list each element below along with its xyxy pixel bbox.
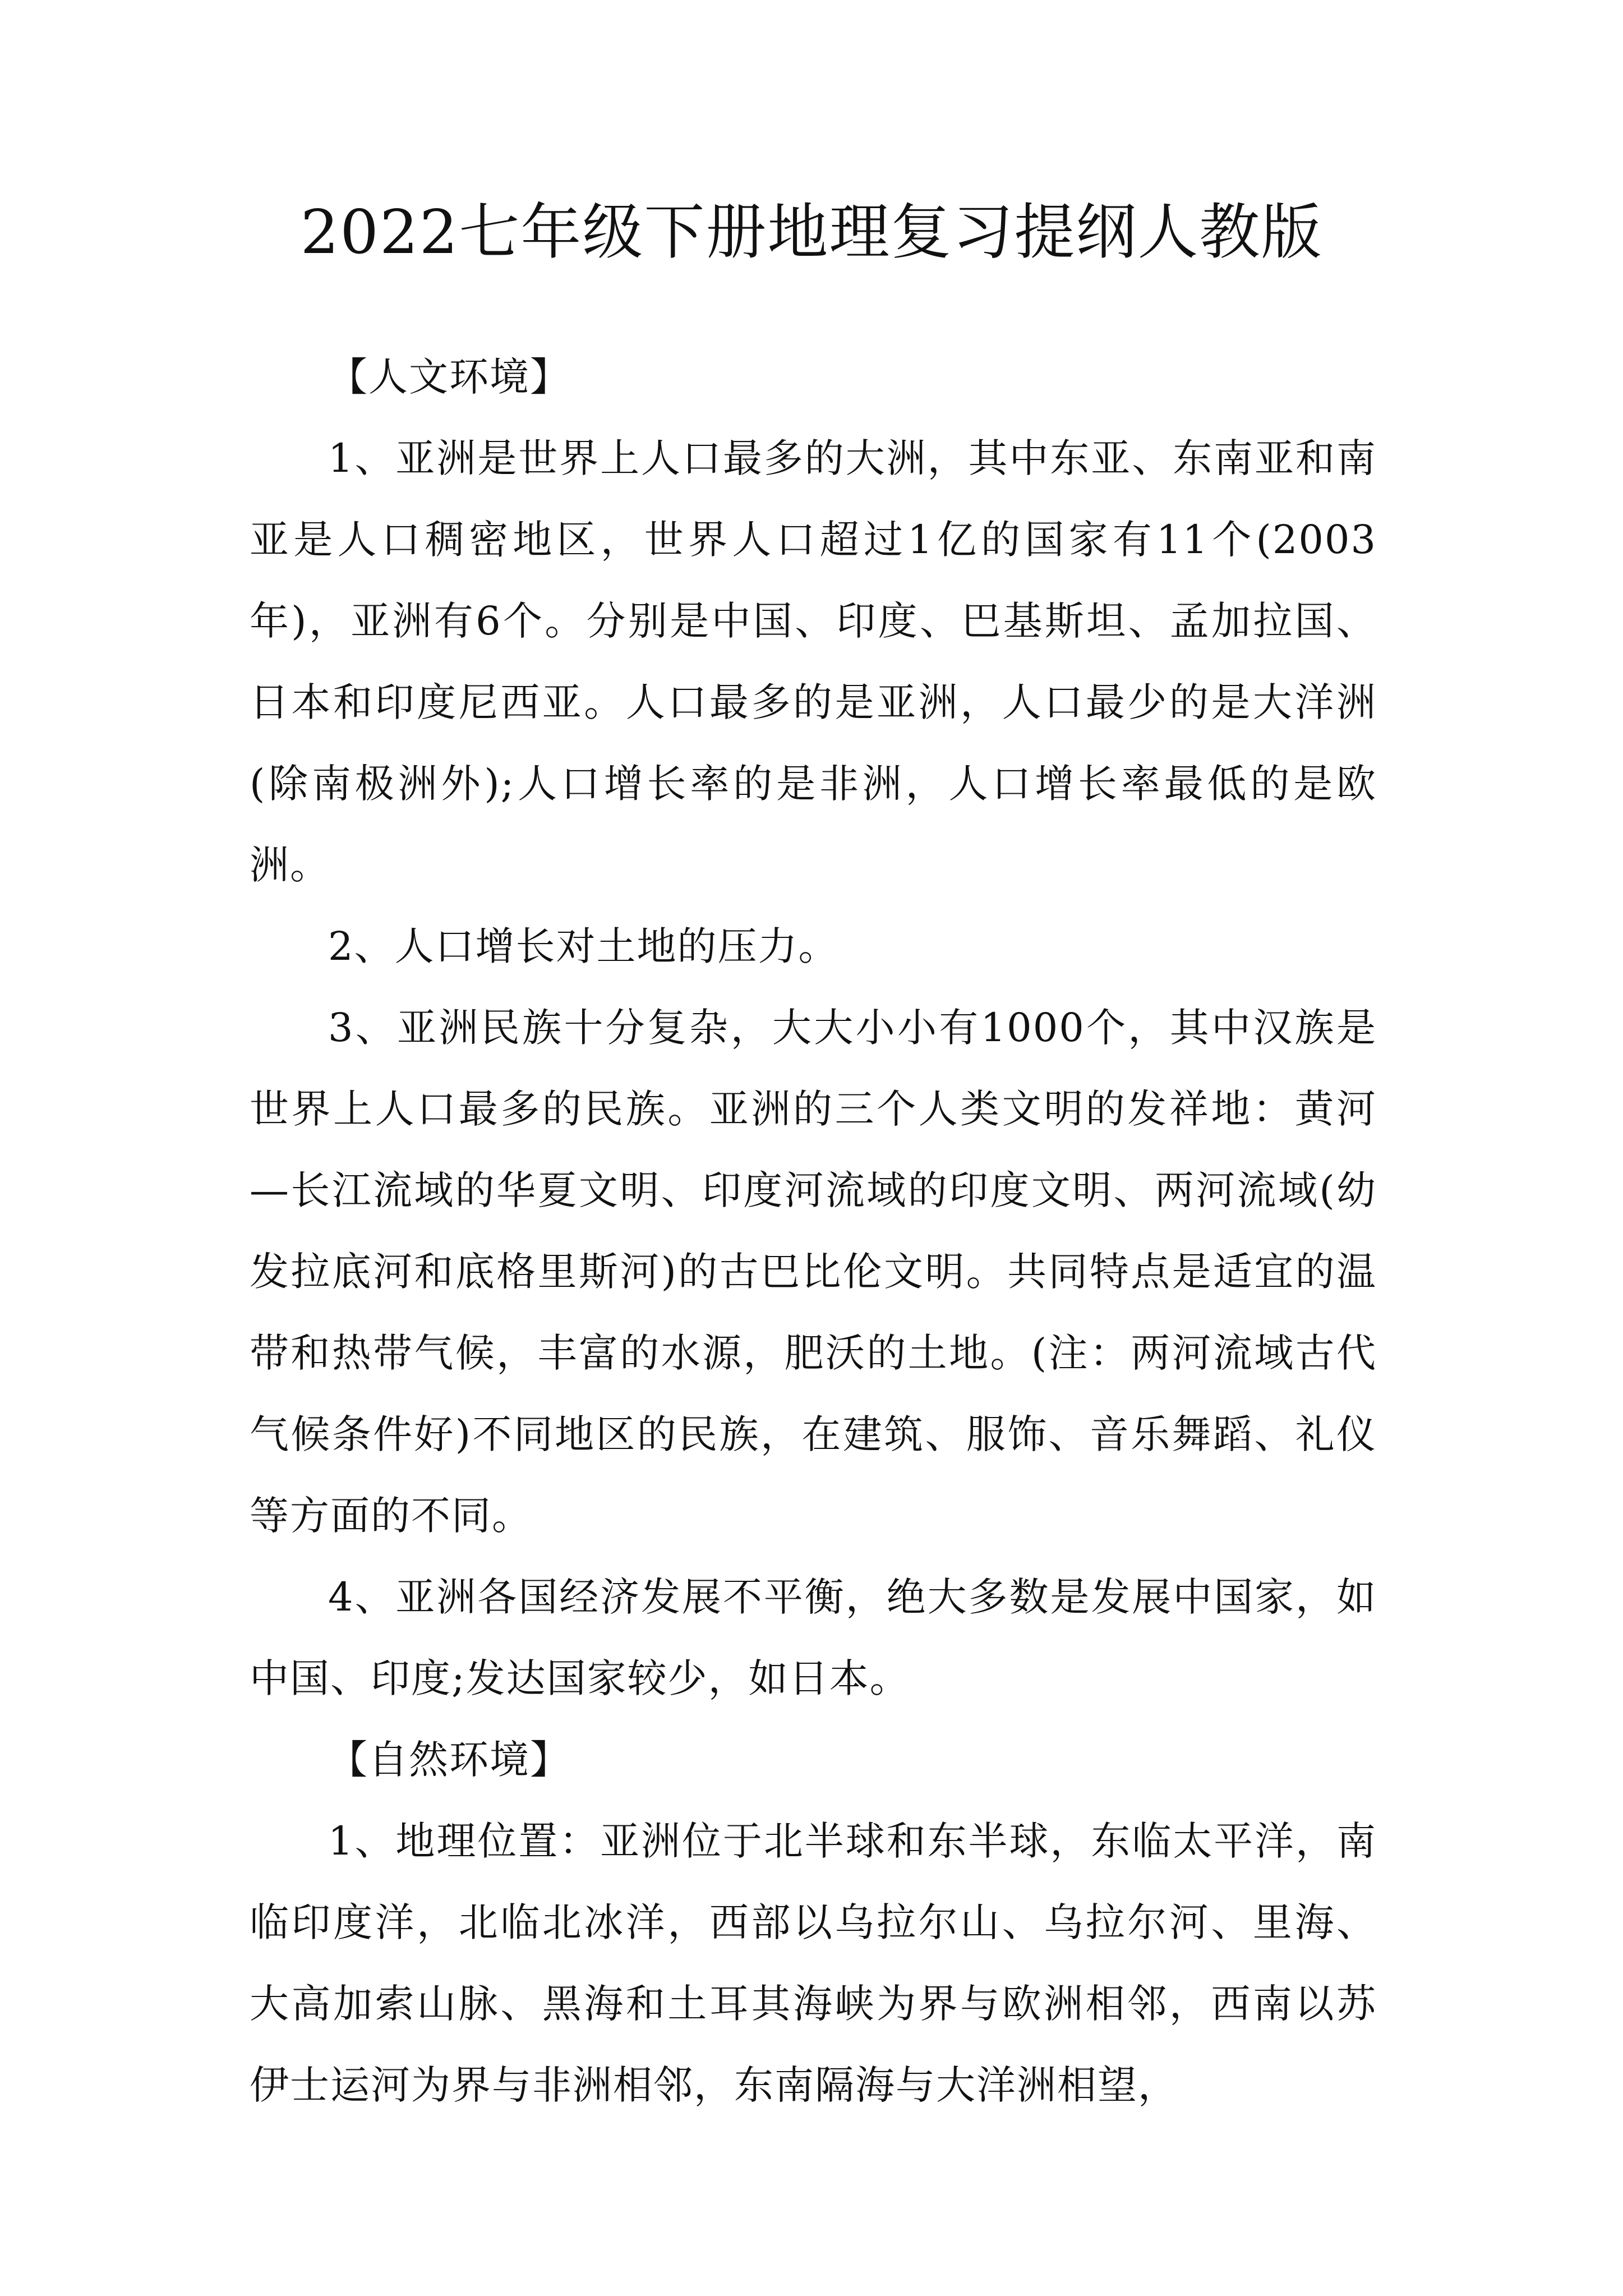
paragraph-geographic-location: 1、地理位置：亚洲位于北半球和东半球，东临太平洋，南临印度洋，北临北冰洋，西部以乌拉尔山、乌拉尔河、里海、大高加索山脉、黑海和土耳其海峡为界与欧洲相邻，西南以苏伊士运河为界与非洲相邻，东南隔海与大洋洲相望， — [250, 1818, 1377, 2108]
paragraph-ethnic-groups-civilizations: 3、亚洲民族十分复杂，大大小小有1000个，其中汉族是世界上人口最多的民族。亚洲的三个人类文明的发祥地：黄河—长江流域的华夏文明、印度河流域的印度文明、两河流域(幼发拉底河和底格里斯河)的古巴比伦文明。共同特点是适宜的温带和热带气候，丰富的水源，肥沃的土地。(注：两河流域古代气候条件好)不同地区的民族，在建筑、服饰、音乐舞蹈、礼仪等方面的不同。 — [250, 1005, 1377, 1539]
document-body — [250, 337, 1377, 2126]
section-heading-human-environment: 【人文环境】 — [328, 354, 570, 400]
paragraph-economic-development: 4、亚洲各国经济发展不平衡，绝大多数是发展中国家，如中国、印度;发达国家较少，如日本。 — [250, 1574, 1377, 1701]
document-title: 2022七年级下册地理复习提纲人教版 — [300, 197, 1323, 268]
section-heading-natural-environment: 【自然环境】 — [328, 1737, 570, 1783]
paragraph-population: 1、亚洲是世界上人口最多的大洲，其中东亚、东南亚和南亚是人口稠密地区，世界人口超过1亿的国家有11个(2003年)，亚洲有6个。分别是中国、印度、巴基斯坦、孟加拉国、日本和印度尼西亚。人口最多的是亚洲，人口最少的是大洋洲(除南极洲外);人口增长率的是非洲，人口增长率最低的是欧洲。 — [250, 435, 1377, 888]
paragraph-land-pressure: 2、人口增长对土地的压力。 — [328, 923, 839, 969]
